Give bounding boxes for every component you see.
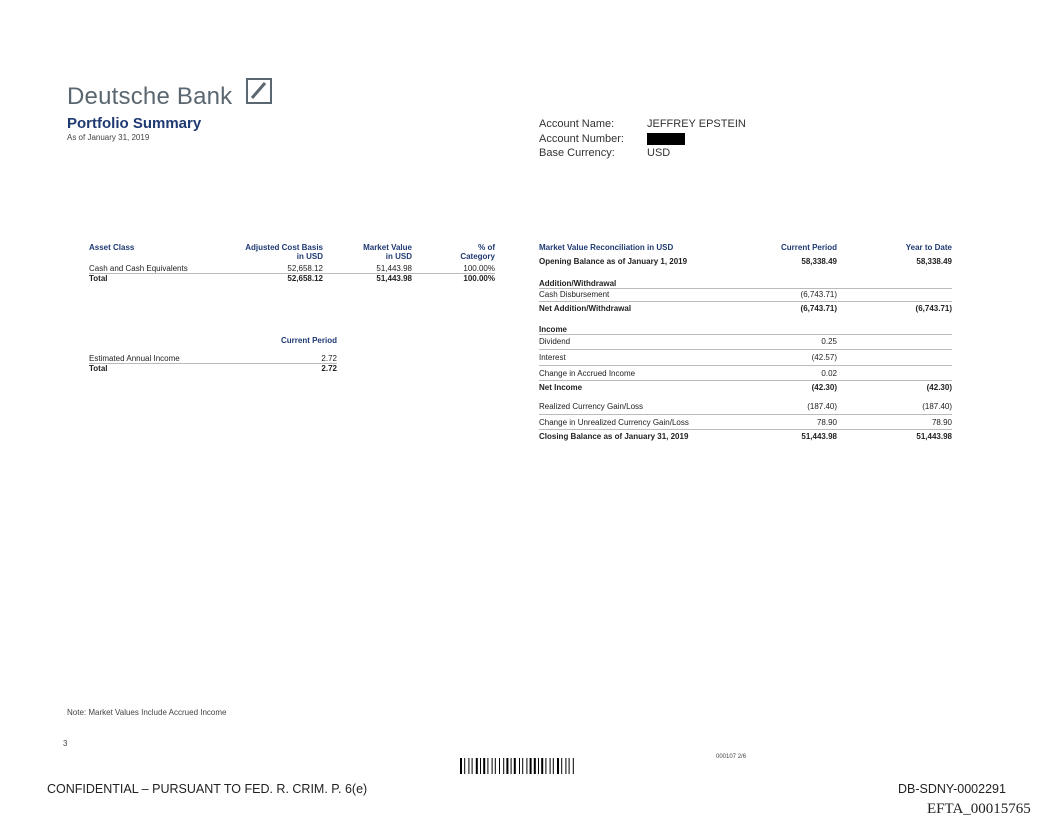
table-row-total — [539, 302, 952, 314]
base-currency-value: USD — [647, 147, 671, 159]
page-number: 3 — [63, 739, 68, 748]
dividend-current: 0.25 — [749, 335, 837, 350]
asset-total-pct: 100.00% — [412, 274, 495, 284]
income-total-value: 2.72 — [239, 364, 337, 374]
opening-ytd: 58,338.49 — [916, 257, 952, 266]
asset-total-cost: 52,658.12 — [239, 274, 323, 284]
interest-label: Interest — [539, 350, 749, 366]
table-row — [539, 252, 952, 266]
col-market-value — [323, 243, 412, 261]
account-number-label: Account Number: — [539, 132, 624, 145]
col-cost-basis-line1: Adjusted Cost Basis — [245, 243, 323, 252]
account-name-label: Account Name: — [539, 118, 615, 130]
net-addw-current: (6,743.71) — [749, 302, 837, 314]
asset-class-table — [89, 243, 495, 283]
table-row — [89, 261, 495, 274]
realized-label: Realized Currency Gain/Loss — [539, 392, 749, 415]
table-row-total — [89, 364, 337, 374]
table-row-total — [89, 274, 495, 284]
accrued-current: 0.02 — [749, 366, 837, 381]
net-addw-ytd: (6,743.71) — [837, 302, 952, 314]
bank-logo-icon — [246, 78, 272, 104]
col-current-period: Current Period — [280, 336, 337, 345]
asset-total-label: Total — [89, 274, 239, 284]
income-row-name: Estimated Annual Income — [89, 345, 239, 364]
col-current-period: Current Period — [780, 243, 837, 252]
account-info — [539, 117, 746, 161]
section-addition-withdrawal: Addition/Withdrawal — [539, 266, 952, 289]
net-income-ytd: (42.30) — [837, 381, 952, 393]
col-cost-basis — [239, 243, 323, 261]
opening-current: 58,338.49 — [801, 257, 837, 266]
table-row — [539, 392, 952, 415]
col-pct-category — [412, 243, 495, 261]
doc-code: 000107 2/6 — [716, 754, 747, 760]
recon-title: Market Value Reconciliation in USD — [539, 243, 674, 252]
accrued-label: Change in Accrued Income — [539, 366, 749, 381]
table-row — [539, 335, 952, 350]
table-row — [539, 350, 952, 366]
dividend-label: Dividend — [539, 335, 749, 350]
asset-row-mv: 51,443.98 — [323, 261, 412, 274]
closing-label: Closing Balance as of January 31, 2019 — [539, 430, 749, 442]
income-total-label: Total — [89, 364, 239, 374]
cash-disb-current: (6,743.71) — [749, 289, 837, 302]
col-pct-line2: Category — [460, 252, 495, 261]
opening-label: Opening Balance as of January 1, 2019 — [539, 257, 688, 266]
table-row — [89, 345, 337, 364]
barcode-icon — [460, 758, 612, 774]
asset-row-name: Cash and Cash Equivalents — [89, 261, 239, 274]
as-of-date: As of January 31, 2019 — [67, 133, 150, 142]
unrealized-label: Change in Unrealized Currency Gain/Loss — [539, 415, 749, 430]
cash-disb-label: Cash Disbursement — [539, 289, 749, 302]
income-row-value: 2.72 — [239, 345, 337, 364]
bank-logo-text: Deutsche Bank — [67, 83, 233, 110]
income-table — [89, 336, 337, 373]
col-cost-basis-line2: in USD — [296, 252, 323, 261]
asset-row-pct: 100.00% — [412, 261, 495, 274]
net-income-label: Net Income — [539, 381, 749, 393]
table-row-total — [539, 381, 952, 393]
col-market-value-line1: Market Value — [363, 243, 412, 252]
table-row — [539, 366, 952, 381]
section-income: Income — [539, 313, 952, 335]
unrealized-current: 78.90 — [749, 415, 837, 430]
bates-number: DB-SDNY-0002291 — [898, 782, 1006, 796]
closing-ytd: 51,443.98 — [837, 430, 952, 442]
page-title: Portfolio Summary — [67, 115, 202, 132]
table-row — [539, 415, 952, 430]
realized-ytd: (187.40) — [837, 392, 952, 415]
table-row-total — [539, 430, 952, 442]
account-number-redaction — [647, 133, 685, 145]
net-addw-label: Net Addition/Withdrawal — [539, 302, 749, 314]
col-asset-class: Asset Class — [89, 243, 135, 252]
closing-current: 51,443.98 — [749, 430, 837, 442]
col-pct-line1: % of — [478, 243, 495, 252]
realized-current: (187.40) — [749, 392, 837, 415]
reconciliation-table — [539, 243, 952, 441]
account-name-value: JEFFREY EPSTEIN — [647, 118, 746, 130]
asset-row-cost: 52,658.12 — [239, 261, 323, 274]
net-income-current: (42.30) — [749, 381, 837, 393]
confidential-notice: CONFIDENTIAL – PURSUANT TO FED. R. CRIM. P. 6(e) — [47, 782, 368, 796]
interest-current: (42.57) — [749, 350, 837, 366]
asset-total-mv: 51,443.98 — [323, 274, 412, 284]
table-row — [539, 289, 952, 302]
efta-number: EFTA_00015765 — [927, 801, 1031, 817]
footnote: Note: Market Values Include Accrued Income — [67, 708, 227, 717]
unrealized-ytd: 78.90 — [837, 415, 952, 430]
base-currency-label: Base Currency: — [539, 147, 615, 159]
col-year-to-date: Year to Date — [905, 243, 952, 252]
col-market-value-line2: in USD — [385, 252, 412, 261]
